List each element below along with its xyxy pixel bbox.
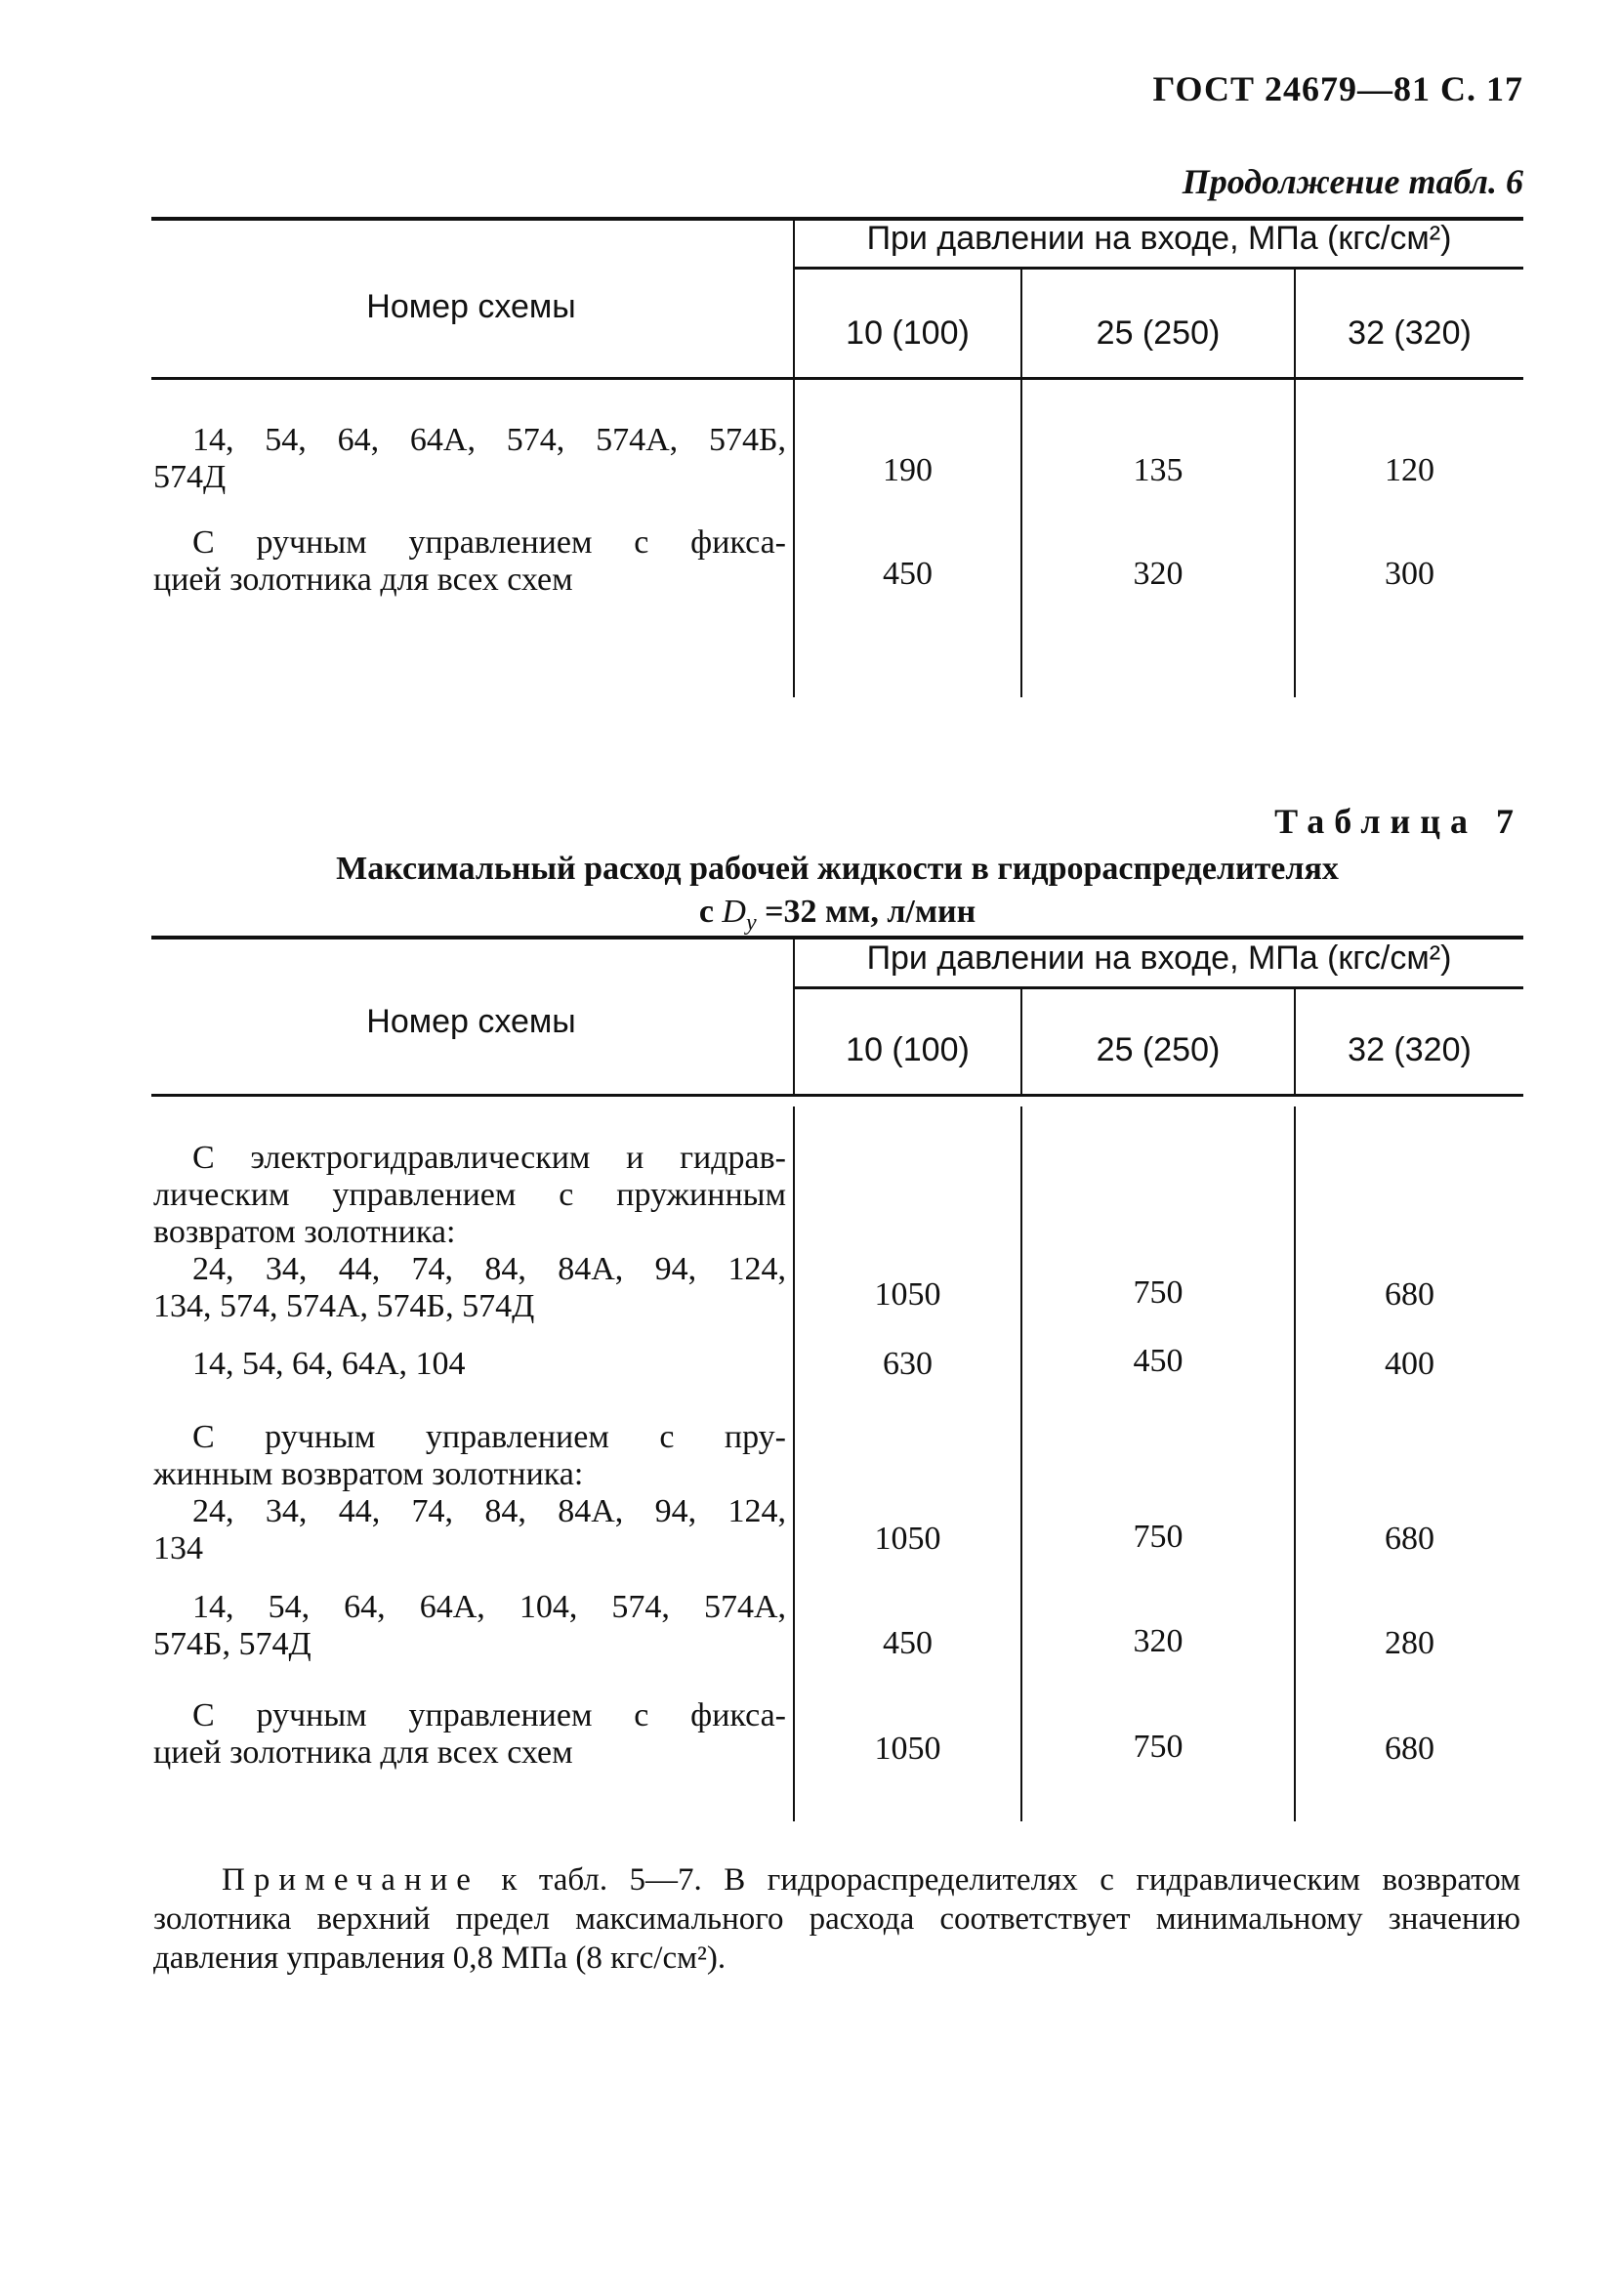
table7-pressure-header: При давлении на входе, МПа (кгс/см²) <box>866 939 1452 977</box>
row-line: цией золотника для всех схем <box>153 562 573 598</box>
table6-col-32: 32 (320) <box>1348 314 1472 352</box>
row-line: цией золотника для всех схем <box>153 1734 573 1771</box>
table7-divider <box>1020 1106 1022 1821</box>
table7-value: 320 <box>1133 1623 1184 1659</box>
table7-value: 750 <box>1133 1274 1184 1311</box>
row-line: 14, 54, 64, 64А, 104, 574, 574А, <box>192 1589 786 1625</box>
row-line: 574Б, 574Д <box>153 1626 312 1662</box>
table7-value: 450 <box>883 1625 933 1661</box>
table7-value: 1050 <box>874 1521 941 1557</box>
table7-value: 1050 <box>874 1731 941 1767</box>
table6-divider <box>1020 380 1022 697</box>
table6-divider <box>793 380 795 697</box>
table6-divider <box>1294 380 1296 697</box>
table7-value: 680 <box>1385 1276 1434 1313</box>
row-line: С ручным управлением с фикса- <box>192 524 786 561</box>
note-paragraph <box>153 1860 1520 1978</box>
table7-title <box>151 848 1523 944</box>
table7-row-label <box>153 1697 786 1772</box>
table7-label: Таблица 7 <box>1274 802 1523 841</box>
table7-value: 680 <box>1385 1731 1434 1767</box>
row-line: 134 <box>153 1530 203 1566</box>
table7-value: 450 <box>1133 1343 1184 1379</box>
table6-continuation-label: Продолжение табл. 6 <box>1182 162 1523 201</box>
row-line: 134, 574, 574А, 574Б, 574Д <box>153 1288 535 1324</box>
row-line: С ручным управлением с пру- <box>192 1419 786 1455</box>
row-line: 24, 34, 44, 74, 84, 84А, 94, 124, <box>192 1251 786 1287</box>
table7-title-pre: с <box>698 894 723 930</box>
table7-col-25: 25 (250) <box>1096 1031 1221 1068</box>
table6-value: 300 <box>1385 556 1434 592</box>
table7-title-post: =32 мм, л/мин <box>756 894 976 930</box>
table6-value: 450 <box>883 556 933 592</box>
row-line: 14, 54, 64, 64А, 104 <box>192 1346 466 1382</box>
table7-row-label <box>153 1140 786 1325</box>
table6-pressure-header: При давлении на входе, МПа (кгс/см²) <box>866 220 1452 257</box>
table7-subheader-rule <box>795 986 1523 989</box>
table6-row-label <box>153 524 786 599</box>
table6-header-rule <box>151 377 1523 380</box>
row-line: лическим управлением с пружинным <box>153 1177 786 1213</box>
table7-value: 1050 <box>874 1276 941 1313</box>
table7-value: 400 <box>1385 1346 1434 1382</box>
table7-value: 280 <box>1385 1625 1434 1661</box>
table7-col-32: 32 (320) <box>1348 1031 1472 1068</box>
table6-subheader-rule <box>795 267 1523 270</box>
table7-value: 630 <box>883 1346 933 1382</box>
table6-scheme-header: Номер схемы <box>366 288 576 325</box>
row-line: С ручным управлением с фикса- <box>192 1697 786 1733</box>
table7-value: 750 <box>1133 1729 1184 1765</box>
table6-value: 120 <box>1385 452 1434 488</box>
table7-title-sub: у <box>745 909 757 936</box>
table6-value: 190 <box>883 452 933 488</box>
table7-row-label <box>153 1346 786 1383</box>
table7-value: 750 <box>1133 1519 1184 1555</box>
table6-col-10: 10 (100) <box>846 314 970 352</box>
note-text: к табл. 5—7. В гидрораспределителях с гидравлическим возвратом золотника верхний предел максимального расхода соответствует минимальному значению давления управления 0,8 МПа (8 кгс/см²). <box>153 1862 1520 1976</box>
table6-col-25: 25 (250) <box>1096 314 1221 352</box>
row-line: 574Д <box>153 459 227 495</box>
table7-title-var: D <box>722 894 746 930</box>
row-line: 24, 34, 44, 74, 84, 84А, 94, 124, <box>192 1493 786 1529</box>
table7-divider <box>793 1106 795 1821</box>
table7-title-line1: Максимальный расход рабочей жидкости в гидрораспределителях <box>336 851 1339 887</box>
table7-col-10: 10 (100) <box>846 1031 970 1068</box>
table7-divider <box>1294 1106 1296 1821</box>
note-label: Примечание <box>222 1862 479 1898</box>
table6-value: 320 <box>1133 556 1184 592</box>
page-header: ГОСТ 24679—81 С. 17 <box>1152 69 1523 108</box>
row-line: 14, 54, 64, 64А, 574, 574А, 574Б, <box>192 422 786 458</box>
table7-row-label <box>153 1589 786 1663</box>
table7-header-rule <box>151 1094 1523 1097</box>
row-line: возвратом золотника: <box>153 1214 456 1250</box>
row-line: жинным возвратом золотника: <box>153 1456 584 1492</box>
table7-scheme-header: Номер схемы <box>366 1003 576 1040</box>
row-line: С электрогидравлическим и гидрав- <box>192 1140 786 1176</box>
table7-value: 680 <box>1385 1521 1434 1557</box>
table7-row-label <box>153 1419 786 1567</box>
table6-row-label <box>153 422 786 496</box>
table6-value: 135 <box>1133 452 1184 488</box>
